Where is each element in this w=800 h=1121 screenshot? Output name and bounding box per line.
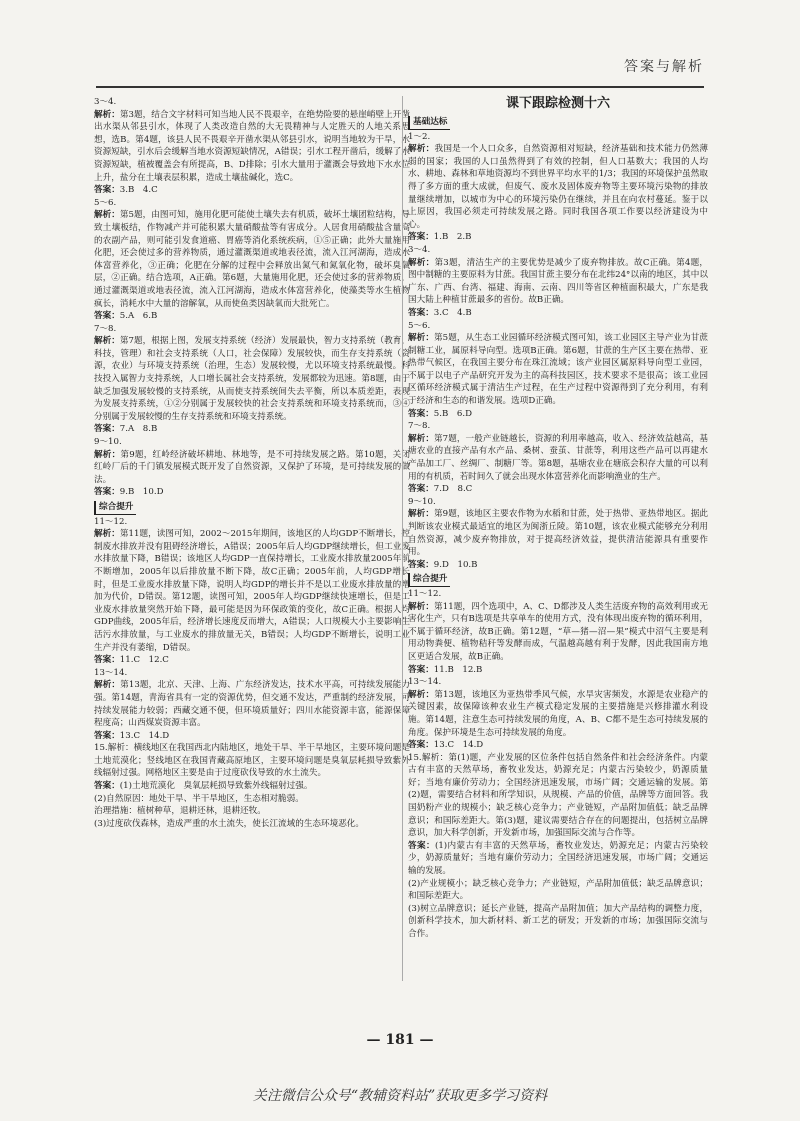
column-divider bbox=[402, 96, 403, 981]
answer-line bbox=[94, 184, 410, 197]
analysis-text: 第11题，读图可知，2002～2015年期间，该地区的人均GDP不断增长，控制废水排放并没有阻碍经济增长，A错误；2005年后人均GDP继续增长，但工业废水排放量下降，B错误；该地区人均GDP一直保持增长，工业废水排放量2005年前不断增加，2005年以后排放量不断下降，故C正确；2005年前，人均GDP增长时，但是工业废水排放量下降，说明人均GDP的增长并不是以工业废水排放量的增加为代价，D错误。第12题，读图可知，2005年人均GDP继续快速增长，但是工业废水排放量突然开始下降，最可能是因为环保政策的变化，故C正确。根据人均GDP曲线，2005年后，经济增长速度反而增大，A错误；人口规模大小主要影响生活污水排放量，与工业废水的排放量无关，B错误；人均GDP不断增长，说明工业生产并没有萎缩，D错误。 bbox=[94, 529, 410, 653]
answer-label: 答案： bbox=[94, 730, 120, 741]
answer-line bbox=[94, 486, 410, 499]
analysis-label: 解析： bbox=[408, 257, 435, 268]
analysis-paragraph bbox=[94, 209, 410, 310]
analysis-label: 解析： bbox=[94, 680, 121, 691]
analysis-label: 解析： bbox=[408, 144, 435, 155]
answer-line bbox=[408, 408, 708, 421]
question-range: 3～4. bbox=[94, 97, 117, 107]
answer-text: 1.B 2.B bbox=[433, 232, 472, 243]
answer-text: 11.B 12.B bbox=[433, 664, 483, 675]
analysis-label: 解析： bbox=[408, 333, 434, 344]
question-range: 5～6. bbox=[94, 197, 117, 208]
answer-label: 答案： bbox=[94, 655, 120, 666]
answer-text: 7.D 8.C bbox=[433, 484, 473, 495]
analysis-text: 第9题，该地区主要农作物为水稻和甘蔗，处于热带、亚热带地区。据此判断该农业模式最适宜的地区为闽浙丘陵。第10题，该农业模式能够充分利用自然资源，减少废弃物排放，对于提高经济效益，提供清洁能源具有重要作用。 bbox=[408, 509, 708, 558]
analysis-paragraph bbox=[94, 109, 410, 185]
answer-line bbox=[408, 559, 708, 572]
analysis-paragraph bbox=[408, 433, 708, 483]
section-label: 基础达标 bbox=[408, 116, 450, 130]
analysis-text: 第13题，该地区为亚热带季风气候，水旱灾害频发，水源是农业稳产的关键因素，故保障该种农业生产模式稳定发展的主要措施是兴修排灌水利设施。第14题，注意生态可持续发展的角度，A、B、C都不是生态可持续发展的角度。保护环境是生态可持续发展的角度。 bbox=[408, 689, 708, 738]
analysis-text: 第3题，清洁生产的主要优势是减少了废弃物排放。故C正确。第4题，图中制糖的主要原料为甘蔗。我国甘蔗主要分布在北纬24°以南的地区，其中以广东、广西、台湾、福建、海南、云南、四川等省区种植面积最大，广东是我国大陆上种植甘蔗最多的省份。故B正确。 bbox=[408, 257, 708, 306]
answer-line bbox=[408, 840, 708, 878]
answer-text: 9.B 10.D bbox=[119, 487, 164, 498]
answer-text: (1)内蒙古有丰富的天然草场，畜牧业发达，奶源充足；内蒙古污染较少，奶源质量好；当地有廉价劳动力；全国经济迅速发展，市场广阔；交通运输的发展。 bbox=[408, 840, 708, 877]
header-title: 答案与解析 bbox=[624, 59, 704, 75]
section-label: 综合提升 bbox=[94, 501, 136, 515]
answer-line bbox=[408, 739, 708, 752]
analysis-paragraph bbox=[408, 508, 708, 558]
left-column bbox=[94, 96, 410, 830]
answer-text: 7.A 8.B bbox=[119, 424, 158, 435]
question-range: 7～8. bbox=[408, 421, 431, 432]
question-range: 7～8. bbox=[94, 323, 117, 334]
answer-text: (1)土地荒漠化 臭氧层耗损导致紫外线辐射过强。 bbox=[119, 781, 313, 792]
analysis-paragraph bbox=[94, 449, 410, 487]
answer-label: 答案： bbox=[408, 232, 434, 243]
answer-line bbox=[408, 231, 708, 244]
section-heading bbox=[94, 499, 410, 516]
answer-label: 答案： bbox=[94, 311, 120, 322]
question-range: 13～14. bbox=[94, 667, 128, 678]
answer-text: 13.C 14.D bbox=[119, 730, 170, 741]
answer-label: 答案： bbox=[408, 484, 434, 495]
analysis-text: 第9题，红岭经济破坏耕地、林地等，是不可持续发展之路。第10题，关闭红岭厂后的千门镇发展模式既开发了自然资源，又保护了环境，是可持续发展的做法。 bbox=[94, 449, 410, 485]
analysis-paragraph bbox=[94, 335, 410, 423]
answer-label: 答案： bbox=[94, 487, 120, 498]
answer-line bbox=[408, 307, 708, 320]
analysis-text: 第13题，北京、天津、上海、广东经济发达，技术水平高，可持续发展能力强。第14题，青海省具有一定的资源优势，但交通不发达，严重制约经济发展，可持续发展能力较弱；西藏交通不便，但环境质量好；四川水能资源丰富，能源保障程度高；山西煤炭资源丰富。 bbox=[94, 680, 410, 729]
answer-line bbox=[94, 730, 410, 743]
answer-label: 答案： bbox=[408, 307, 434, 318]
answer-label: 答案： bbox=[408, 740, 434, 751]
analysis-text: 第7题，根据上图，发展支持系统（经济）发展最快，智力支持系统（教育，科技，管理）和社会支持系统（人口，社会保障）发展较快，而生存支持系统（资源，农业）与环境支持系统（治理，生态）发展较慢，尤以环境支持系统最慢。科技投入属智力支持系统，人口增长属社会支持系统，发展都较为迅速。第8题，由于缺乏加强发展较慢的支持系统，从而使支持系统间失去平衡，所以本质差距，表现为发展支持系统，①②分别属于发展较快的社会支持系统和环境支持系统而，③④分别属于发展较慢的生存支持系统和环境支持系统。 bbox=[94, 336, 410, 422]
answer-label: 答案： bbox=[408, 408, 434, 419]
answer-line bbox=[408, 483, 708, 496]
answer-label: 答案： bbox=[408, 840, 435, 851]
analysis-label: 解析： bbox=[94, 449, 121, 460]
section-label: 综合提升 bbox=[408, 573, 450, 587]
analysis-text: 第3题，结合文字材料可知当地人民不畏艰辛，在绝势险要的悬崖峭壁上开凿出水渠从邻县引水，体现了人类改造自然的大无畏精神与人定胜天的人地关系思想，选B。第4题，该县人民不畏艰辛开凿水渠从邻县引水，说明当地较为干旱，水资源短缺，引水后会缓解当地水资源短缺情况，A错误；引水工程开凿后，缓解了水资源短缺，植被覆盖会有所提高，B、D排除；引水大量用于灌溉会导致地下水水位上升，盐分在土壤表层积累，造成土壤盐碱化，选C。 bbox=[94, 109, 410, 183]
text-paragraph: 治理措施：植树种草，退耕还林，退耕还牧。 bbox=[94, 806, 266, 817]
page-number: — 181 — bbox=[366, 1032, 434, 1048]
analysis-label: 解析： bbox=[94, 210, 120, 221]
section-heading bbox=[408, 571, 708, 588]
answer-label: 答案： bbox=[94, 424, 120, 435]
answer-line bbox=[94, 780, 410, 793]
answer-line bbox=[94, 654, 410, 667]
right-column-body bbox=[408, 114, 708, 941]
answer-line bbox=[408, 664, 708, 677]
question-range: 13～14. bbox=[408, 677, 442, 688]
question-range: 1～2. bbox=[408, 131, 431, 142]
text-paragraph: (2)自然原因：地处干旱、半干旱地区，生态相对脆弱。 bbox=[94, 793, 304, 804]
analysis-label: 解析： bbox=[94, 336, 120, 347]
question-range: 5～6. bbox=[408, 320, 431, 331]
page-title: 课下跟踪检测十六 bbox=[505, 96, 610, 111]
section-heading bbox=[408, 114, 708, 131]
analysis-label: 解析： bbox=[94, 109, 120, 120]
analysis-label: 解析： bbox=[408, 689, 435, 700]
analysis-paragraph bbox=[408, 601, 708, 664]
analysis-text: 第11题，四个选项中，A、C、D都涉及人类生活废弃物的高效利用或无害化生产，只有B选项是共享单车的使用方式，没有体现出废弃物的循环利用，不属于循环经济，故B正确。第12题，“草—猪—沼—果”模式中沼气主要是利用动物粪便、植物秸秆等发酵而成，气温越高越有利于发酵，因此我国南方地区更适合发展，故B正确。 bbox=[408, 601, 708, 662]
footer-note: 关注微信公众号“教辅资料站”获取更多学习资料 bbox=[252, 1088, 548, 1104]
answer-label: 答案： bbox=[94, 781, 120, 792]
answer-label: 答案： bbox=[408, 664, 434, 675]
analysis-paragraph bbox=[94, 528, 410, 654]
question-range: 11～12. bbox=[94, 516, 128, 527]
answer-text: 3.C 4.B bbox=[433, 307, 472, 318]
answer-text: 5.A 6.B bbox=[119, 311, 158, 322]
analysis-label: 解析： bbox=[408, 509, 434, 520]
analysis-paragraph bbox=[408, 689, 708, 739]
text-paragraph: 15.解析：横线地区在我国西北内陆地区，地处干旱、半干旱地区，主要环境问题是土地荒漠化；竖线地区在我国青藏高原地区，主要环境问题是臭氧层耗损导致紫外线辐射过强。网格地区主要是由于过度砍伐导致的水土流失。 bbox=[94, 743, 410, 779]
analysis-paragraph bbox=[408, 332, 708, 408]
answer-line bbox=[94, 423, 410, 436]
analysis-paragraph bbox=[94, 679, 410, 729]
analysis-label: 解析： bbox=[408, 601, 435, 612]
question-range: 9～10. bbox=[94, 437, 122, 448]
answer-text: 11.C 12.C bbox=[119, 655, 169, 666]
analysis-paragraph bbox=[408, 257, 708, 307]
analysis-text: 第5题，从生态工业园循环经济模式图可知，该工业园区主导产业为甘蔗制糖工业，属原料导向型。选项B正确。第6题，甘蔗的生产区主要在热带、亚热带气候区，在我国主要分布在珠江流域；该产业园区属原料导向型工业园，不属于以电子产品研究开发为主的高科技园区，技术要求不是很高；该工业园区循环经济模式属于清洁生产过程，在生产过程中资源得到了充分利用，有利于经济和生态的和谐发展。选项D正确。 bbox=[408, 333, 708, 407]
analysis-label: 解析： bbox=[408, 433, 434, 444]
analysis-text: 第5题，由图可知，施用化肥可能使土壤失去有机质，破坏土壤团粒结构，导致土壤板结，作物减产并可能积累大量硝酸盐等有害成分。人居食用硝酸盐含量高的农副产品，则可能引发食道癌、胃癌等消化系统疾病，①⑤正确；此外大量施用化肥，还会使过多的营养物质，通过灌溉渠道或地表径流，流入江河湖海，造成水体富营养化，③正确；化肥在分解的过程中会释放出氮气和氮氧化物，破坏臭氧层，②正确。结合选项，A正确。第6题，大量施用化肥，还会使过多的营养物质，通过灌溉渠道或地表径流，流入江河湖海，造成水体富营养化，使藻类等水生植物疯长，消耗水中大量的溶解氧，从而使鱼类因缺氧而大批死亡。 bbox=[94, 210, 410, 309]
text-paragraph: (3)树立品牌意识；延长产业链，提高产品附加值；加大产品结构的调整力度，创新科学技术，加大新材料、新工艺的研发；开发新的市场；加强国际交流与合作。 bbox=[408, 903, 708, 939]
text-paragraph: (3)过度砍伐森林，造成严重的水土流失，使长江流域的生态环境恶化。 bbox=[94, 818, 364, 829]
answer-text: 13.C 14.D bbox=[433, 740, 484, 751]
question-range: 3～4. bbox=[408, 244, 431, 255]
answer-text: 5.B 6.D bbox=[433, 408, 472, 419]
analysis-text: 我国是一个人口众多，自然资源相对短缺，经济基础和技术能力仍然薄弱的国家；我国的人口虽然得到了有效的控制，但人口基数大；我国的人均水、耕地、森林和草地资源均不到世界平均水平的1/3；我国的环境保护虽然取得了多方面的重大成就，但废气、废水及固体废弃物等主要环境污染物的排放量继续增加，以城市为中心的环境污染仍在继续，并且在向农村蔓延。鉴于以上原因，我国必须走可持续发展之路。同时我国各项工作要以经济建设为中心。 bbox=[408, 144, 708, 230]
header-rule bbox=[96, 86, 704, 88]
answer-label: 答案： bbox=[94, 185, 120, 196]
answer-text: 3.B 4.C bbox=[119, 185, 158, 196]
analysis-text: 第7题，一般产业链越长，资源的利用率越高，收入、经济效益越高，基塘农业的直接产品有水产品、桑树、蚕茧、甘蔗等，利用这些产品可以再建水产品加工厂、丝绸厂、制糖厂等。第8题，基塘农业在塘底会积存大量的可以利用的有机质，若时间久了就会出现水体富营养化而影响渔业的生产。 bbox=[408, 433, 708, 482]
right-column bbox=[408, 96, 708, 941]
answer-label: 答案： bbox=[408, 559, 434, 570]
answer-line bbox=[94, 310, 410, 323]
analysis-paragraph bbox=[408, 143, 708, 231]
text-paragraph: (2)产业规模小；缺乏核心竞争力；产业链短，产品附加值低；缺乏品牌意识；和国际差距大。 bbox=[408, 878, 708, 902]
question-range: 9～10. bbox=[408, 496, 436, 507]
text-paragraph: 15.解析：第(1)题，产业发展的区位条件包括自然条件和社会经济条件。内蒙古有丰富的天然草场，畜牧业发达，奶源充足；内蒙古污染较少，奶源质量好；当地有廉价劳动力；全国经济迅速发展，市场广阔；交通运输的发展。第(2)题，需要结合材料和所学知识，从规模、产品的价值，品牌等方面回答。我国奶粉产业的规模小；缺乏核心竞争力；产业链短，产品附加值低；缺乏品牌意识；和国际差距大。第(3)题，建议需要结合存在的问题提出，包括树立品牌意识，加大科学创新，开发新市场，加强国际交流与合作等。 bbox=[408, 752, 708, 839]
question-range: 11～12. bbox=[408, 588, 442, 599]
answer-text: 9.D 10.B bbox=[433, 559, 478, 570]
analysis-label: 解析： bbox=[94, 529, 120, 540]
